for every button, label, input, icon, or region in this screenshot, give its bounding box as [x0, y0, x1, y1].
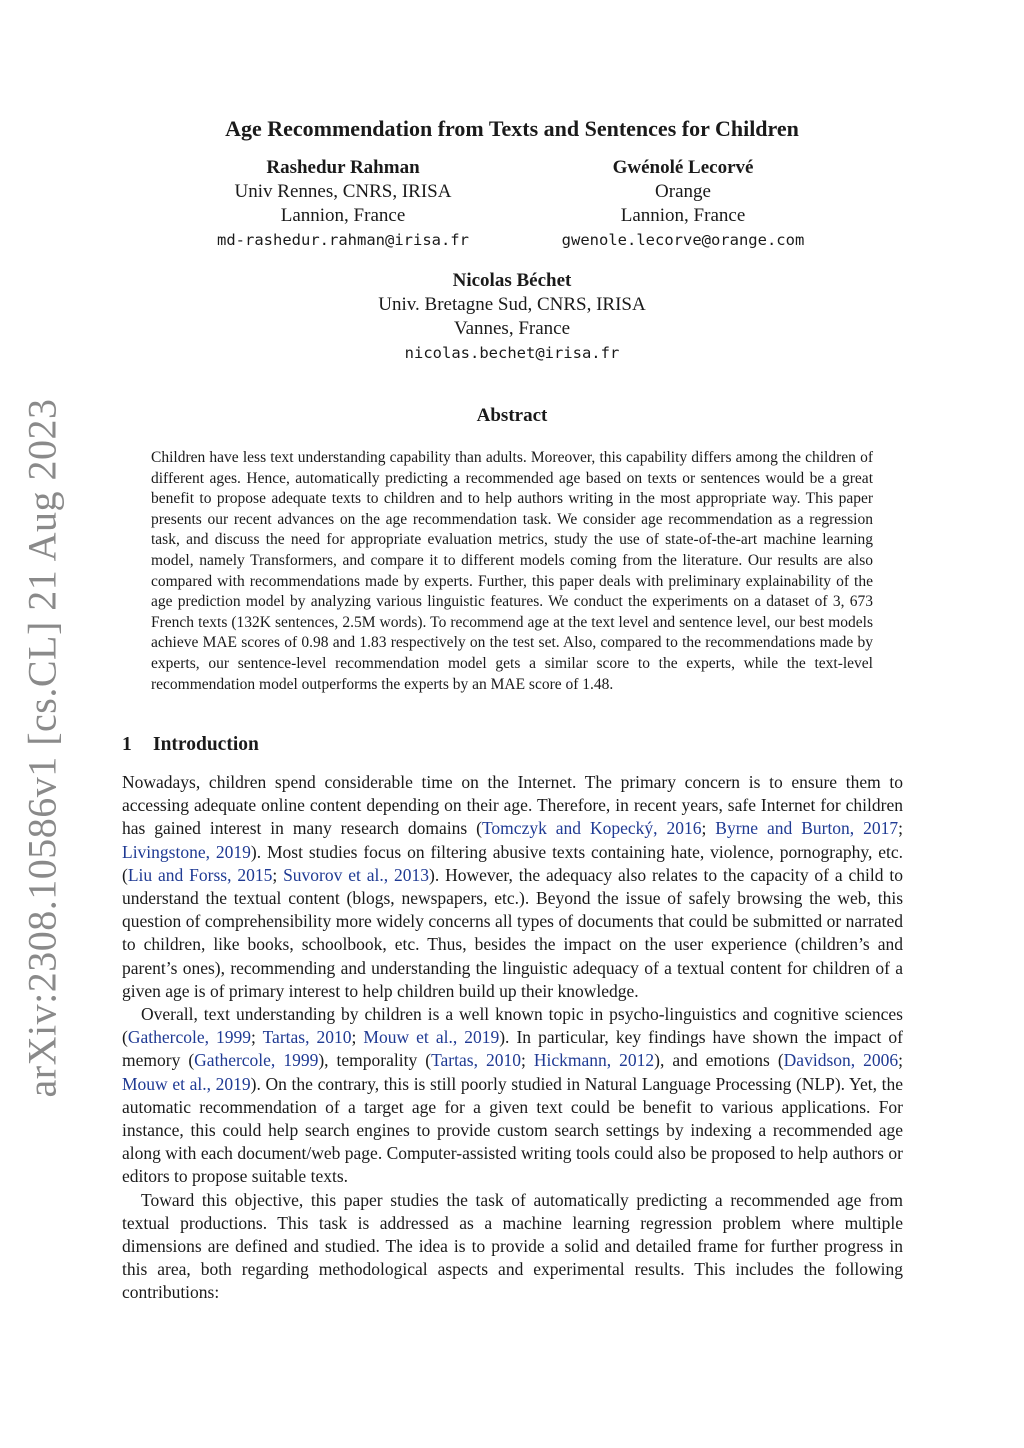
author-location: Lannion, France [620, 205, 746, 226]
paragraph-text: ). On the contrary, this is still poorly studied in Natural Language Processing (NLP). Yet, the automatic recommendation of a target age for a given text could be benefit to various applications. For instance, this could help search engines to provide custom search settings by indexing a recommended age along with each document/web page. Computer-assisted writing tools could also be proposed to help authors or editors to propose suitable texts. [122, 1073, 903, 1187]
paragraph-text: ). However, the adequacy also relates to the capacity of a child to understand the textual content (blogs, newspapers, etc.). Beyond the issue of safely browsing the web, this question of comprehensibility more widely concerns all types of documents that could be submitted or narrated to children, like books, schoolbook, etc. Thus, besides the impact on the user experience (children’s and parent’s ones), recommending and understanding the linguistic adequacy of a textual content for children of a given age is of primary interest to help children build up their knowledge. [122, 864, 903, 1001]
citation-link[interactable]: Mouw et al., 2019 [122, 1073, 251, 1094]
author-email[interactable]: gwenole.lecorve@orange.com [561, 231, 805, 249]
author-name: Nicolas Béchet [452, 270, 572, 291]
author-location: Vannes, France [453, 318, 571, 339]
citation-link[interactable]: Suvorov et al., 2013 [283, 864, 429, 885]
paragraph-text: ), temporality ( [318, 1050, 432, 1071]
arxiv-identifier: arXiv:2308.10586v1 [cs.CL] 21 Aug 2023 [19, 398, 65, 1098]
author-email[interactable]: nicolas.bechet@irisa.fr [404, 344, 620, 362]
citation-link[interactable]: Tomczyk and Kopecký, 2016 [481, 818, 702, 839]
citation-link[interactable]: Hickmann, 2012 [533, 1050, 655, 1071]
paragraph-text: Nowadays, children spend considerable time on the Internet. The primary concern is to ensure them to accessing adequate online content depending on their age. Therefore, in recent years, safe Internet for children has gained interest in many research domains ( [122, 772, 903, 839]
section-title: Introduction [153, 734, 259, 755]
paper-title: Age Recommendation from Texts and Sentences for Children [225, 116, 799, 141]
paragraph-text: ), and emotions ( [654, 1050, 784, 1071]
citation-link[interactable]: Livingstone, 2019 [122, 841, 251, 862]
author-block-2 [533, 156, 833, 252]
paragraph-text: ; [898, 818, 903, 839]
citation-link[interactable]: Tartas, 2010 [262, 1027, 352, 1048]
citation-link[interactable]: Byrne and Burton, 2017 [715, 818, 899, 839]
author-block-1 [193, 156, 493, 252]
paragraph-text: Overall, text understanding by children is a well known topic in psycho-linguistics and cognitive sciences ( [122, 1004, 903, 1048]
section-heading [122, 734, 259, 756]
citation-link[interactable]: Gathercole, 1999 [127, 1027, 251, 1048]
paragraph-text: ; [520, 1050, 534, 1071]
paragraph-text: ). Most studies focus on filtering abusive texts containing hate, violence, pornography, etc. ( [122, 841, 904, 885]
citation-link[interactable]: Tartas, 2010 [431, 1050, 521, 1071]
author-block-3 [312, 269, 712, 365]
citation-link[interactable]: Gathercole, 1999 [194, 1050, 319, 1071]
paragraph-text: ). In particular, key findings have shown the impact of memory ( [122, 1027, 903, 1071]
paragraph-text: ; [251, 1027, 263, 1048]
author-affiliation: Univ. Bretagne Sud, CNRS, IRISA [378, 294, 646, 315]
citation-link[interactable]: Davidson, 2006 [783, 1050, 899, 1071]
author-name: Gwénolé Lecorvé [612, 157, 754, 178]
citation-link[interactable]: Liu and Forss, 2015 [127, 864, 273, 885]
author-affiliation: Univ Rennes, CNRS, IRISA [234, 181, 452, 202]
body-paragraph [122, 1003, 903, 1189]
author-location: Lannion, France [280, 205, 406, 226]
body-paragraph [122, 771, 903, 1003]
paragraph-text: ; [701, 818, 716, 839]
paragraph-text: ; [272, 864, 284, 885]
abstract-heading: Abstract [476, 405, 548, 426]
author-name: Rashedur Rahman [266, 157, 420, 178]
author-email[interactable]: md-rashedur.rahman@irisa.fr [217, 231, 469, 249]
section-number: 1 [122, 734, 132, 755]
paragraph-text: ; [898, 1050, 904, 1071]
paragraph-text: Toward this objective, this paper studies the task of automatically predicting a recommended age from textual productions. This task is addressed as a machine learning regression problem where multiple dimensions are defined and studied. The idea is to provide a solid and detailed frame for further progress in this area, both regarding methodological aspects and experimental results. This includes the following contributions: [122, 1189, 903, 1303]
abstract-text: Children have less text understanding capability than adults. Moreover, this capability differs among the children of different ages. Hence, automatically predicting a recommended age based on texts or sentences would be a great benefit to propose adequate texts to children and to help authors writing in the most appropriate way. This paper presents our recent advances on the age recommendation task. We consider age recommendation as a regression task, and discuss the need for appropriate evaluation metrics, study the use of state-of-the-art machine learning model, namely Transformers, and compare it to different models coming from the literature. Our results are also compared with recommendations made by experts. Further, this paper deals with preliminary explainability of the age prediction model by analyzing various linguistic features. We conduct the experiments on a dataset of 3, 673 French texts (132K sentences, 2.5M words). To recommend age at the text level and sentence level, our best models achieve MAE scores of 0.98 and 1.83 respectively on the test set. Also, compared to the recommendations made by experts, our sentence-level recommendation model gets a similar score to the experts, while the text-level recommendation model outperforms the experts by an MAE score of 1.48. [151, 449, 873, 693]
citation-link[interactable]: Mouw et al., 2019 [363, 1027, 500, 1048]
author-affiliation: Orange [655, 181, 711, 202]
body-paragraph [122, 1189, 903, 1305]
introduction-body [122, 771, 903, 1305]
paragraph-text: ; [351, 1027, 364, 1048]
